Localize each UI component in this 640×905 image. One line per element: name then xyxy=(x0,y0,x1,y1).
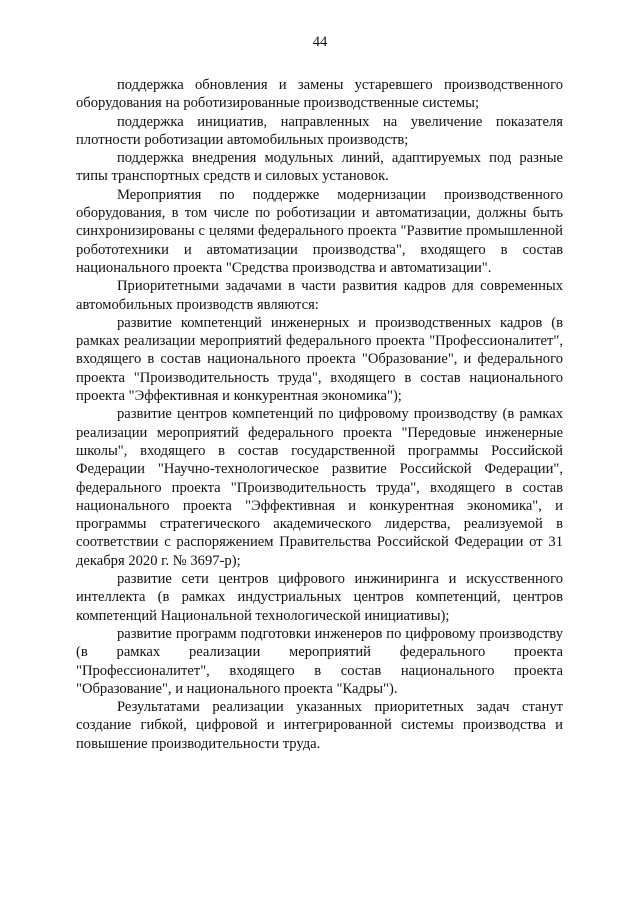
paragraph-engineering-ai-centers: развитие сети центров цифрового инжиниринга и искусственного интеллекта (в рамках индустриальных центров компетенций, центров компетенций Национальной технологической инициативы); xyxy=(76,571,563,624)
paragraph-equipment-upgrade: поддержка обновления и замены устаревшего производственного оборудования на роботизированные производственные системы; xyxy=(76,77,563,112)
paragraph-digital-competence-centers: развитие центров компетенций по цифровому производству (в рамках реализации мероприятий федерального проекта "Передовые инженерные школы", входящего в состав государственной программы Российской Федерации "Научно-технологическое развитие Российской Федерации", федерального проекта "Производительность труда", входящего в состав национального проекта "Эффективная и конкурентная экономика", и программы стратегического академического лидерства, реализуемой в соответствии с распоряжением Правительства Российской Федерации от 31 декабря 2020 г. № 3697-р); xyxy=(76,406,563,569)
paragraph-personnel-priorities: Приоритетными задачами в части развития кадров для современных автомобильных производств являются: xyxy=(76,278,563,313)
paragraph-results: Результатами реализации указанных приоритетных задач станут создание гибкой, цифровой и интегрированной системы производства и повышение производительности труда. xyxy=(76,699,563,752)
page-number: 44 xyxy=(312,34,328,50)
paragraph-competence-development: развитие компетенций инженерных и производственных кадров (в рамках реализации мероприятий федерального проекта "Профессионалитет", входящего в состав национального проекта "Образование", и федерального проекта "Производительность труда", входящего в состав национального проекта "Эффективная и конкурентная экономика"); xyxy=(76,314,563,405)
paragraph-modular-lines: поддержка внедрения модульных линий, адаптируемых под разные типы транспортных средств и силовых установок. xyxy=(76,150,563,185)
paragraph-modernization-measures: Мероприятия по поддержке модернизации производственного оборудования, в том числе по роботизации и автоматизации, должны быть синхронизированы с целями федерального проекта "Развитие промышленной робототехники и автоматизации производства", входящего в состав национального проекта "Средства производства и автоматизации". xyxy=(76,186,563,276)
paragraph-engineer-training: развитие программ подготовки инженеров по цифровому производству (в рамках реализации мероприятий федерального проекта "Профессионалитет", входящего в состав национального проекта "Образование", и национального проекта "Кадры"). xyxy=(76,625,563,697)
document-body xyxy=(76,76,563,753)
paragraph-robotization-density: поддержка инициатив, направленных на увеличение показателя плотности роботизации автомобильных производств; xyxy=(76,113,563,148)
